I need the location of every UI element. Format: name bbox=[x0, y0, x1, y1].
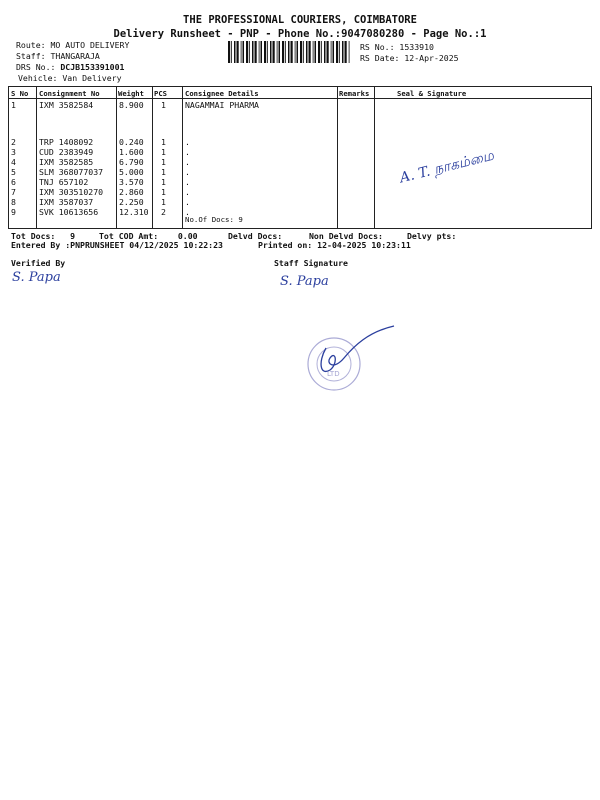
row-consignment: CUD 2383949 bbox=[39, 147, 94, 157]
barcode-bar bbox=[243, 41, 245, 63]
row-consignee: . bbox=[185, 167, 190, 177]
no-of-docs: No.Of Docs: 9 bbox=[185, 215, 243, 224]
delvd-docs: Delvd Docs: bbox=[228, 231, 283, 241]
barcode-bar bbox=[288, 41, 290, 63]
barcode-bar bbox=[234, 41, 236, 63]
barcode-bar bbox=[252, 41, 254, 63]
row-consignment: TRP 1408092 bbox=[39, 137, 94, 147]
row-weight: 2.860 bbox=[119, 187, 144, 197]
barcode-bar bbox=[282, 41, 284, 63]
rubber-stamp-icon bbox=[296, 318, 402, 398]
barcode-bar bbox=[318, 41, 320, 63]
rs-date: RS Date: 12-Apr-2025 bbox=[360, 53, 459, 63]
header-seal: Seal & Signature bbox=[397, 89, 467, 98]
row-sno: 8 bbox=[11, 197, 16, 207]
row-weight: 1.600 bbox=[119, 147, 144, 157]
row-consignee: . bbox=[185, 207, 190, 217]
entered-by: Entered By :PNPRUNSHEET 04/12/2025 10:22:23 bbox=[11, 240, 223, 250]
barcode-bar bbox=[241, 41, 242, 63]
barcode-bar bbox=[313, 41, 314, 63]
barcode-bar bbox=[237, 41, 239, 63]
barcode-bar bbox=[349, 41, 350, 63]
barcode-bar bbox=[285, 41, 286, 63]
barcode-bar bbox=[297, 41, 299, 63]
vehicle-text: Vehicle: Van Delivery bbox=[18, 73, 122, 83]
header-consignee: Consignee Details bbox=[185, 89, 259, 98]
row-weight: 8.900 bbox=[119, 100, 144, 110]
row-pcs: 1 bbox=[161, 187, 166, 197]
staff-signature: S. Papa bbox=[280, 274, 329, 289]
barcode-bar bbox=[324, 41, 326, 63]
row-weight: 12.310 bbox=[119, 207, 149, 217]
row-consignment: TNJ 657102 bbox=[39, 177, 89, 187]
barcode-bar bbox=[306, 41, 308, 63]
barcode-bar bbox=[342, 41, 344, 63]
drs-value: DCJB153391001 bbox=[60, 62, 125, 72]
row-consignment: IXM 3582584 bbox=[39, 100, 94, 110]
printed-on: Printed on: 12-04-2025 10:23:11 bbox=[258, 240, 411, 250]
barcode-bar bbox=[345, 41, 347, 63]
non-delvd-docs: Non Delvd Docs: bbox=[309, 231, 383, 241]
row-weight: 2.250 bbox=[119, 197, 144, 207]
svg-text:LTD: LTD bbox=[327, 370, 340, 378]
company-title: THE PROFESSIONAL COURIERS, COIMBATORE bbox=[183, 14, 417, 26]
barcode-bar bbox=[291, 41, 293, 63]
barcode-bar bbox=[295, 41, 296, 63]
barcode-bar bbox=[249, 41, 250, 63]
row-sno: 5 bbox=[11, 167, 16, 177]
route-text: Route: MO AUTO DELIVERY bbox=[16, 40, 130, 50]
row-consignment: IXM 3582585 bbox=[39, 157, 94, 167]
rs-no: RS No.: 1533910 bbox=[360, 42, 434, 52]
staff-text: Staff: THANGARAJA bbox=[16, 51, 100, 61]
header-remarks: Remarks bbox=[339, 89, 370, 98]
receiver-signature: A. T. நாகம்மை bbox=[398, 147, 496, 187]
row-pcs: 1 bbox=[161, 197, 166, 207]
barcode-bar bbox=[246, 41, 248, 63]
barcode-bar bbox=[336, 41, 338, 63]
col-divider bbox=[374, 87, 375, 228]
barcode-bar bbox=[309, 41, 311, 63]
row-sno: 4 bbox=[11, 157, 16, 167]
verified-signature: S. Papa bbox=[12, 270, 61, 285]
row-pcs: 1 bbox=[161, 167, 166, 177]
barcode-bar bbox=[333, 41, 335, 63]
barcode-bar bbox=[331, 41, 332, 63]
barcode-bar bbox=[303, 41, 304, 63]
staff-signature-label: Staff Signature bbox=[274, 258, 348, 268]
barcode-bar bbox=[264, 41, 266, 63]
header-pcs: PCS bbox=[154, 89, 167, 98]
row-pcs: 1 bbox=[161, 147, 166, 157]
barcode-bar bbox=[255, 41, 257, 63]
row-pcs: 2 bbox=[161, 207, 166, 217]
col-divider bbox=[337, 87, 338, 228]
barcode-bar bbox=[321, 41, 322, 63]
barcode-bar bbox=[261, 41, 263, 63]
row-consignee: NAGAMMAI PHARMA bbox=[185, 100, 259, 110]
barcode-bar bbox=[267, 41, 268, 63]
row-weight: 6.790 bbox=[119, 157, 144, 167]
drs-label: DRS No.: bbox=[16, 62, 61, 72]
barcode bbox=[228, 41, 352, 63]
col-divider bbox=[182, 87, 183, 228]
row-consignment: IXM 303510270 bbox=[39, 187, 104, 197]
header-weight: Weight bbox=[118, 89, 144, 98]
row-weight: 5.000 bbox=[119, 167, 144, 177]
row-sno: 9 bbox=[11, 207, 16, 217]
row-pcs: 1 bbox=[161, 157, 166, 167]
col-divider bbox=[36, 87, 37, 228]
col-divider bbox=[152, 87, 153, 228]
barcode-bar bbox=[339, 41, 340, 63]
barcode-bar bbox=[279, 41, 281, 63]
row-weight: 0.240 bbox=[119, 137, 144, 147]
row-consignment: IXM 3587037 bbox=[39, 197, 94, 207]
barcode-bar bbox=[315, 41, 317, 63]
tot-cod-amt: Tot COD Amt: 0.00 bbox=[99, 231, 198, 241]
row-consignee: . bbox=[185, 197, 190, 207]
header-divider bbox=[9, 98, 591, 99]
row-sno: 6 bbox=[11, 177, 16, 187]
row-weight: 3.570 bbox=[119, 177, 144, 187]
barcode-bar bbox=[277, 41, 278, 63]
barcode-bar bbox=[228, 41, 230, 63]
runsheet-subtitle: Delivery Runsheet - PNP - Phone No.:9047080280 - Page No.:1 bbox=[113, 28, 487, 40]
row-sno: 3 bbox=[11, 147, 16, 157]
row-sno: 7 bbox=[11, 187, 16, 197]
row-consignee: . bbox=[185, 147, 190, 157]
barcode-bar bbox=[270, 41, 272, 63]
row-consignment: SVK 10613656 bbox=[39, 207, 99, 217]
row-pcs: 1 bbox=[161, 137, 166, 147]
tot-docs: Tot Docs: 9 bbox=[11, 231, 76, 241]
row-sno: 2 bbox=[11, 137, 16, 147]
barcode-bar bbox=[273, 41, 275, 63]
row-consignee: . bbox=[185, 187, 190, 197]
barcode-bar bbox=[327, 41, 329, 63]
row-consignee: . bbox=[185, 177, 190, 187]
barcode-bar bbox=[231, 41, 232, 63]
row-consignment: SLM 368077037 bbox=[39, 167, 104, 177]
row-sno: 1 bbox=[11, 100, 16, 110]
runsheet-table bbox=[8, 86, 592, 229]
header-sno: S No bbox=[11, 89, 29, 98]
barcode-bar bbox=[300, 41, 302, 63]
barcode-bar bbox=[259, 41, 260, 63]
delvy-pts: Delvy pts: bbox=[407, 231, 457, 241]
header-consignment: Consignment No bbox=[39, 89, 100, 98]
row-pcs: 1 bbox=[161, 177, 166, 187]
drs-line bbox=[16, 62, 124, 72]
verified-by-label: Verified By bbox=[11, 258, 66, 268]
row-consignee: . bbox=[185, 137, 190, 147]
col-divider bbox=[116, 87, 117, 228]
row-consignee: . bbox=[185, 157, 190, 167]
row-pcs: 1 bbox=[161, 100, 166, 110]
